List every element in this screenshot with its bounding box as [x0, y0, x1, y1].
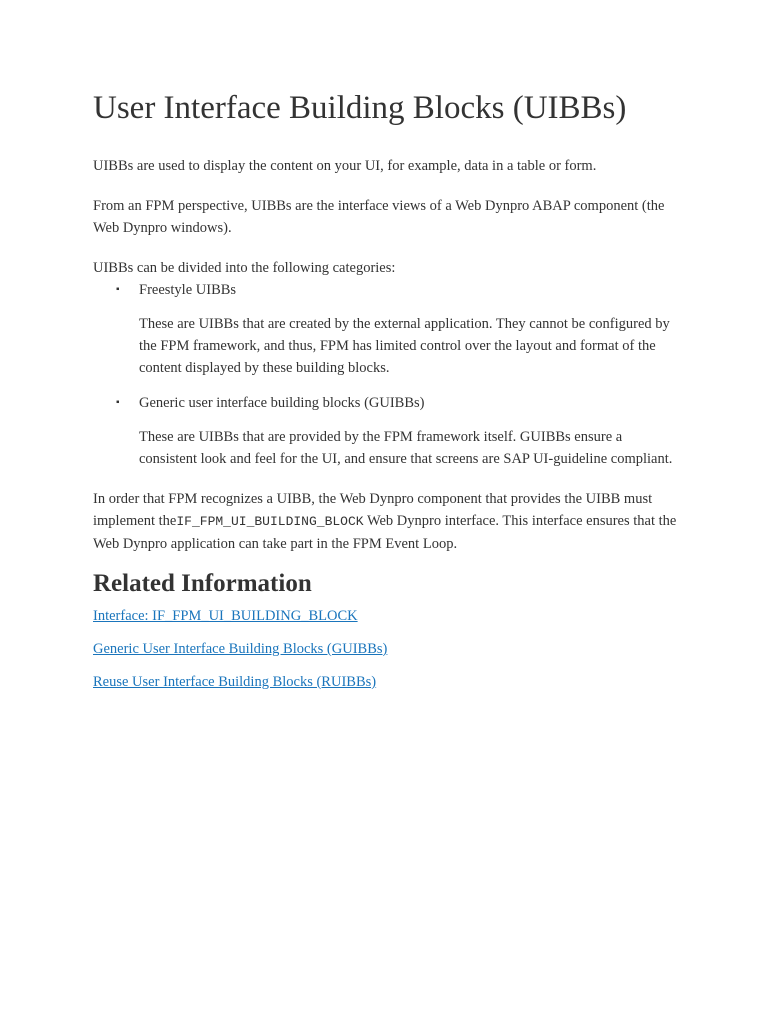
bullet-icon: ▪: [116, 397, 120, 408]
related-information-heading: Related Information: [93, 570, 312, 597]
intro-paragraph: UIBBs are used to display the content on your UI, for example, data in a table or form.: [93, 158, 597, 174]
category-description: These are UIBBs that are created by the external application. They cannot be configured by the FPM framework, and thus, FPM has limited control over the layout and format of the content displayed by these building blocks.: [139, 316, 670, 376]
implement-paragraph: [93, 488, 683, 555]
document-page: [93, 88, 683, 704]
fpm-perspective-paragraph: From an FPM perspective, UIBBs are the interface views of a Web Dynpro ABAP component (the Web Dynpro windows).: [93, 198, 665, 236]
list-item: [116, 392, 683, 470]
link-ruibbs[interactable]: Reuse User Interface Building Blocks (RUIBBs): [93, 674, 377, 690]
category-title: Freestyle UIBBs: [139, 282, 237, 298]
list-item: [116, 279, 683, 379]
implement-text-after: Web Dynpro interface. This interface ensures that the Web Dynpro application can take part in the FPM Event Loop.: [93, 513, 677, 552]
category-title: Generic user interface building blocks (GUIBBs): [139, 395, 425, 411]
category-description: These are UIBBs that are provided by the FPM framework itself. GUIBBs ensure a consistent look and feel for the UI, and ensure that screens are SAP UI-guideline compliant.: [139, 429, 673, 467]
related-links: [93, 605, 683, 693]
interface-code: IF_FPM_UI_BUILDING_BLOCK: [176, 514, 364, 529]
link-interface-if-fpm-ui-building-block[interactable]: Interface: IF_FPM_UI_BUILDING_BLOCK: [93, 608, 358, 624]
bullet-icon: ▪: [116, 284, 120, 295]
categories-list: [93, 279, 683, 470]
page-title: User Interface Building Blocks (UIBBs): [93, 90, 627, 126]
link-guibbs[interactable]: Generic User Interface Building Blocks (GUIBBs): [93, 641, 388, 657]
implement-text-before: In order that FPM recognizes a UIBB, the Web Dynpro component that provides the UIBB must implement the: [93, 491, 653, 529]
categories-intro: UIBBs can be divided into the following categories:: [93, 260, 396, 276]
